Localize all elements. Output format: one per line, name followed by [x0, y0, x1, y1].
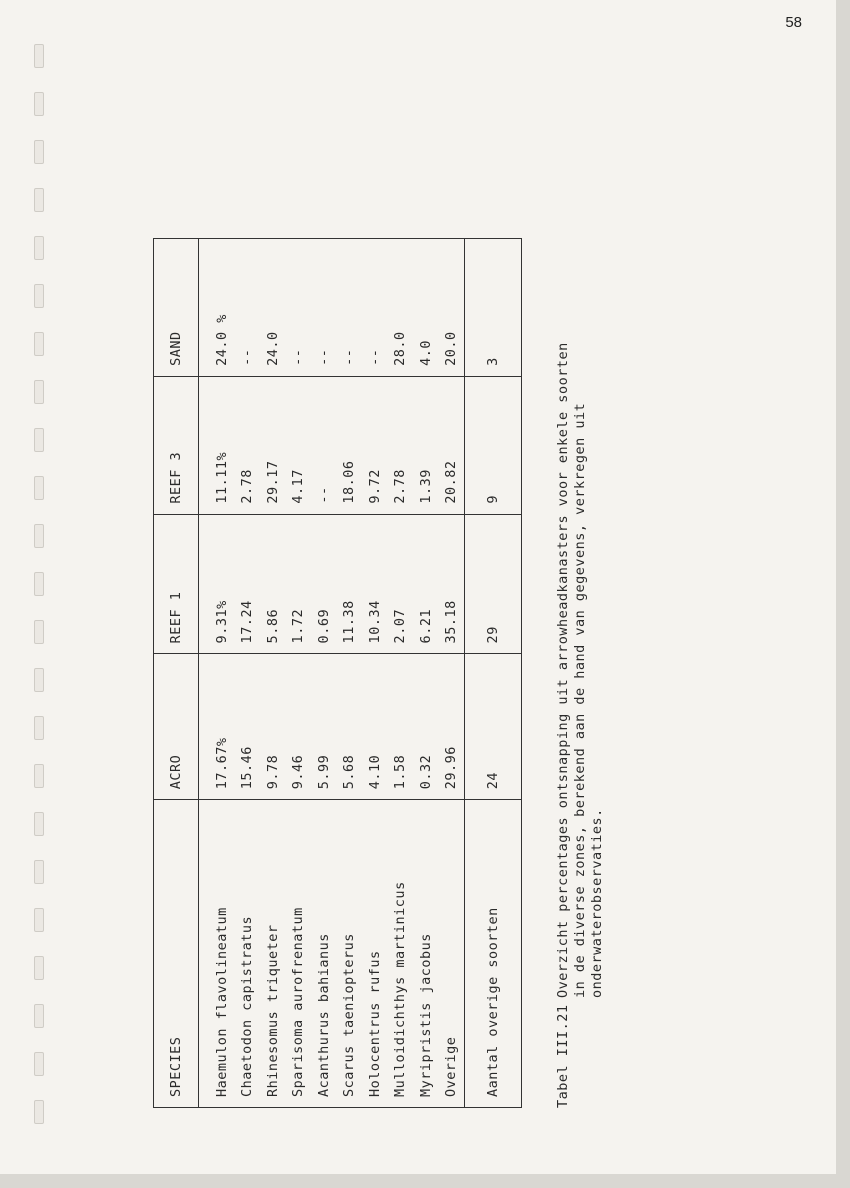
punch-hole	[34, 524, 44, 548]
reef3-value: 9.72	[362, 376, 388, 514]
table-row	[260, 239, 286, 1108]
reef3-value: 20.82	[439, 376, 465, 514]
reef1-value: 2.07	[388, 514, 414, 654]
reef1-value: 1.72	[286, 514, 312, 654]
reef3-value: 2.78	[388, 376, 414, 514]
punch-hole	[34, 188, 44, 212]
table-row	[286, 239, 312, 1108]
punch-hole	[34, 572, 44, 596]
punch-hole	[34, 236, 44, 260]
sand-value: --	[286, 239, 312, 377]
reef1-value: 10.34	[362, 514, 388, 654]
sand-value: --	[337, 239, 363, 377]
table-header-row	[154, 239, 199, 1108]
caption-text	[555, 238, 606, 998]
species-name: Scarus taeniopterus	[341, 933, 358, 1097]
header-reef1: REEF 1	[154, 514, 199, 654]
acro-value: 1.58	[388, 654, 414, 800]
acro-value: 9.46	[286, 654, 312, 800]
punch-hole	[34, 1052, 44, 1076]
punch-hole	[34, 476, 44, 500]
table-row	[311, 239, 337, 1108]
reef1-value: 5.86	[260, 514, 286, 654]
acro-value: 5.99	[311, 654, 337, 800]
species-name: Sparisoma aurofrenatum	[290, 907, 307, 1097]
punch-hole	[34, 284, 44, 308]
sand-value: --	[362, 239, 388, 377]
reef3-value: 11.11%	[199, 376, 235, 514]
rotated-table-block	[153, 238, 605, 1108]
table-total-row	[465, 239, 522, 1108]
species-name: Overige	[443, 1036, 460, 1097]
acro-value: 15.46	[235, 654, 261, 800]
total-sand: 3	[465, 239, 522, 377]
species-table	[153, 238, 522, 1108]
reef3-value: 1.39	[413, 376, 439, 514]
sand-value: 4.0	[413, 239, 439, 377]
total-label: Aantal overige soorten	[465, 800, 522, 1108]
punch-hole	[34, 620, 44, 644]
species-name: Chaetodon capistratus	[239, 915, 256, 1097]
reef3-value: 4.17	[286, 376, 312, 514]
reef1-value: 0.69	[311, 514, 337, 654]
header-sand: SAND	[154, 239, 199, 377]
punch-hole	[34, 716, 44, 740]
sand-value: 20.0	[439, 239, 465, 377]
table-row	[235, 239, 261, 1108]
species-name: Haemulon flavolineatum	[213, 907, 230, 1097]
species-name: Acanthurus bahianus	[315, 933, 332, 1097]
sand-value: 24.0	[260, 239, 286, 377]
header-acro: ACRO	[154, 654, 199, 800]
punch-hole	[34, 380, 44, 404]
acro-value: 0.32	[413, 654, 439, 800]
acro-value: 29.96	[439, 654, 465, 800]
species-name: Myripristis jacobus	[417, 933, 434, 1097]
table-row	[388, 239, 414, 1108]
punch-hole	[34, 1004, 44, 1028]
total-reef1: 29	[465, 514, 522, 654]
total-acro: 24	[465, 654, 522, 800]
species-name: Rhinesomus triqueter	[264, 924, 281, 1097]
header-reef3: REEF 3	[154, 376, 199, 514]
table-row	[362, 239, 388, 1108]
table-row	[337, 239, 363, 1108]
header-species: SPECIES	[154, 800, 199, 1108]
table-row	[413, 239, 439, 1108]
acro-value: 9.78	[260, 654, 286, 800]
reef3-value: 18.06	[337, 376, 363, 514]
sand-value: --	[235, 239, 261, 377]
reef3-value: 2.78	[235, 376, 261, 514]
punch-hole	[34, 92, 44, 116]
acro-value: 17.67%	[199, 654, 235, 800]
caption-line: in de diverse zones, berekend aan de hand van gegevens, verkregen uit	[572, 402, 588, 998]
table-row	[439, 239, 465, 1108]
caption-label: Tabel III.21	[555, 1004, 571, 1108]
punch-hole	[34, 428, 44, 452]
punch-hole	[34, 764, 44, 788]
punch-hole	[34, 668, 44, 692]
punch-hole	[34, 812, 44, 836]
caption-line: Overzicht percentages ontsnapping uit arrowheadkanasters voor enkele soorten	[555, 342, 571, 998]
punch-hole	[34, 908, 44, 932]
punch-hole	[34, 1100, 44, 1124]
table-row	[199, 239, 235, 1108]
reef1-value: 35.18	[439, 514, 465, 654]
species-name: Mulloidichthys martinicus	[392, 881, 409, 1097]
acro-value: 5.68	[337, 654, 363, 800]
reef3-value: --	[311, 376, 337, 514]
reef1-value: 17.24	[235, 514, 261, 654]
acro-value: 4.10	[362, 654, 388, 800]
punch-hole	[34, 332, 44, 356]
sand-value: --	[311, 239, 337, 377]
reef3-value: 29.17	[260, 376, 286, 514]
punch-hole	[34, 44, 44, 68]
sand-value: 24.0 %	[199, 239, 235, 377]
reef1-value: 11.38	[337, 514, 363, 654]
sand-value: 28.0	[388, 239, 414, 377]
punch-hole	[34, 860, 44, 884]
species-name: Holocentrus rufus	[366, 950, 383, 1097]
total-reef3: 9	[465, 376, 522, 514]
caption-line: onderwaterobservaties.	[589, 808, 605, 998]
page-number: 58	[785, 14, 802, 31]
reef1-value: 6.21	[413, 514, 439, 654]
reef1-value: 9.31%	[199, 514, 235, 654]
punch-hole	[34, 140, 44, 164]
punch-hole	[34, 956, 44, 980]
